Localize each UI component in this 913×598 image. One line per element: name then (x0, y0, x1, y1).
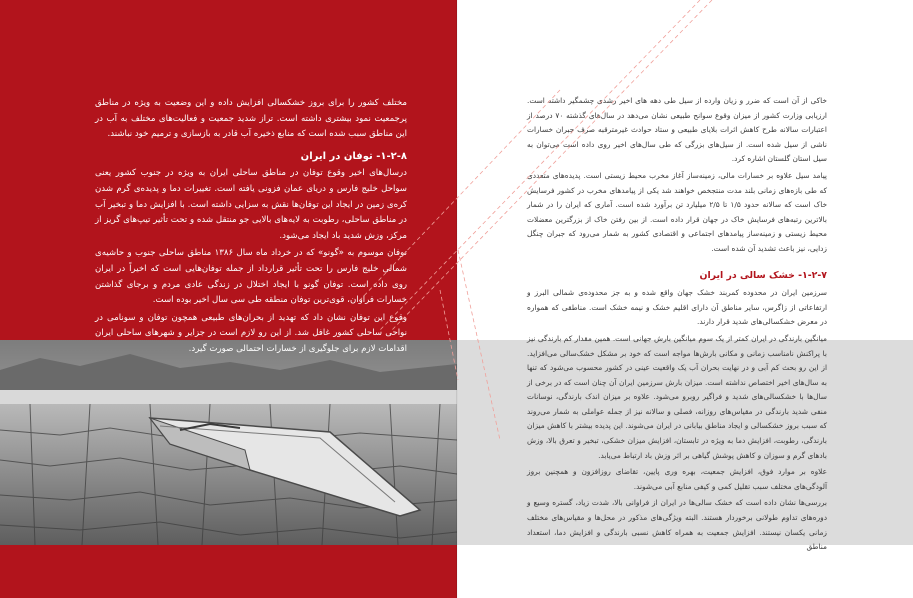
right-page (457, 0, 913, 598)
right-page-text (527, 94, 827, 557)
storm-paragraph-2: توفان موسوم به «گونو» که در خرداد ماه سال ۱۳۸۶ مناطق ساحلی جنوب و حاشیه‌ی شمالی خلیج فارس را تحت تأثیر قرارداد از جمله توفان‌هایی است که اخیراً در ایران روی داده است. توفان گونو با ایجاد اختلال در زندگی عادی مردم و برجای گذاشتن خسارات فراوان، قوی‌ترین توفان منطقه طی سی سال اخیر بوده است. (95, 248, 407, 306)
storm-paragraph-3: وقوع این توفان نشان داد که تهدید از بحران‌های طبیعی همچون توفان و سونامی در نواحی ساحلی کشور غافل شد. از این رو لازم است در جزایر و شهرهای ساحلی ایران اقدامات لازم برای جلوگیری از خسارات احتمالی صورت گیرد. (95, 312, 407, 354)
left-page-text (95, 96, 407, 360)
cracked-earth-illustration (0, 340, 457, 545)
storm-paragraph-1: درسال‌های اخیر وقوع توفان در مناطق ساحلی ایران به ویژه در جنوب کشور یعنی سواحل خلیج فارس و دریای عمان فزونی یافته است. تغییرات دما و پدیده‌ی گرم شدن کره‌ی زمین در ایجاد این توفان‌ها نقش به سزایی داشته است. با افزایش دما و تبخیر آب در مناطق ساحلی، رطوبت به لایه‌های بالایی جو منتقل شده و تحت تأثیر تیپ‌های گریز از مرکز، وزش شدید باد ایجاد می‌شود. (95, 168, 407, 241)
page-spine (456, 0, 458, 598)
drought-paragraph-3: علاوه بر موارد فوق، افزایش جمعیت، بهره وری پایین، تقاضای روزافزون و همچنین بروز آلودگی‌های مختلف سبب تقلیل کمی و کیفی منابع آبی می‌شوند. (527, 467, 827, 491)
drought-paragraph-1: سرزمین ایران در محدوده کمربند خشک جهان واقع شده و به جز محدوده‌ی شمالی البرز و ارتفاعاتی از زاگرس، سایر مناطق آن دارای اقلیم خشک و نیمه خشک است. مناطقی که همواره در معرض خشکسالی‌های شدید قرار دارند. (527, 288, 827, 327)
section-heading-drought: ۱-۲-۷- خشک سالی در ایران (699, 269, 827, 281)
flood-paragraph-2: پیامد سیل علاوه بر خسارات مالی، زمینه‌ساز آغاز مخرب محیط زیستی است. پدیده‌های متعددی که طی بازه‌های زمانی بلند مدت منتجخص خواهند شد یکی از پیامدهای مخرب در کشور فرسایش خاک است که سالانه حدود ۱/۵ تا ۲/۵ میلیارد تن برآورد شده است. آماری که ایران را در شمار بالاترین رتبه‌های فرسایش خاک در جهان قرار داده است. از بین رفتن خاک از بزرگترین معضلات محیط زیستی و زمینه‌ساز پیامدهای اجتماعی و اقتصادی کشور به شمار می‌رود که جبران چنگل زدایی، نیز باعث تشدید آن شده است. (527, 170, 828, 253)
flood-paragraph-1: خاکی از آن است که ضرر و زیان وارده از سیل طی دهه های اخیر رشدی چشمگیر داشته است. ارزیابی وزارت کشور از میزان وقوع سوانح طبیعی نشان می‌دهد در سال‌های گذشته ۷۰ درصد از اعتبارات سالانه طرح کاهش اثرات بلایای طبیعی و ستاد حوادث غیرمترقبه صرف جبران خسارات ناشی از سیل شده است. از سیل‌های بزرگی که طی سال‌های اخیر روی داده است می‌توان به سیل استان گلستان اشاره کرد. (527, 96, 827, 164)
left-intro-paragraph: مختلف کشور را برای بروز خشکسالی افزایش داده و این وضعیت به ویژه در مناطق پرجمعیت نمود بیشتری داشته است. تراز شدید جمعیت و فعالیت‌های مختلف به آب در این مناطق سبب شده است که منابع ذخیره آب قادر به بازسازی و ترمیم خود نباشند. (95, 98, 407, 140)
drought-paragraph-4: بررسی‌ها نشان داده است که خشک سالی‌ها در ایران از فراوانی بالا، شدت زیاد، گستره وسیع و دوره‌های تداوم طولانی برخوردار هستند. البته ویژگی‌های مذکور در محل‌ها و مقیاس‌های مختلف زمانی یکسان نیستند. افزایش جمعیت به همراه کاهش نسبی بارندگی و افزایش دما، استعداد مناطق (527, 498, 827, 552)
section-heading-storm: ۱-۲-۸- توفان در ایران (300, 150, 407, 162)
drought-paragraph-2: میانگین بارندگی در ایران کمتر از یک سوم میانگین بارش جهانی است. همین مقدار کم بارندگی نیز با پراکنش نامناسب زمانی و مکانی بارش‌ها مواجه است که خود بر مشکل خشک‌سالی می‌افزاید. از این رو بحث کم آبی و در نهایت بحران آب یک واقعیت عینی در کشور محسوب می‌شود که تنها به سال‌های اخیر اختصاص نداشته است. میزان بارش سرزمین ایران آن چنان است که در برخی از سال‌ها با خشکسالی‌های شدید و فراگیر روبرو می‌شود. علاوه بر میزان اندک بارندگی، نوسانات منفی شدید بارندگی در مقیاس‌های روزانه، فصلی و سالانه نیز از جمله عواملی به شمار می‌روند که سبب بروز خشکسالی و ایجاد مناطق بیابانی در ایران می‌شوند. این پدیده بیشتر با کاهش میزان بارندگی، رطوبت، افزایش دما به ویژه در تابستان، افزایش میزان خشکی، تبخیر و تعرق بالا، وزش بادهای گرم و سوزان و کاهش پوشش گیاهی بر اثر وزش باد ارتباط می‌یابد. (527, 333, 827, 460)
drought-boat-photo (0, 340, 457, 545)
